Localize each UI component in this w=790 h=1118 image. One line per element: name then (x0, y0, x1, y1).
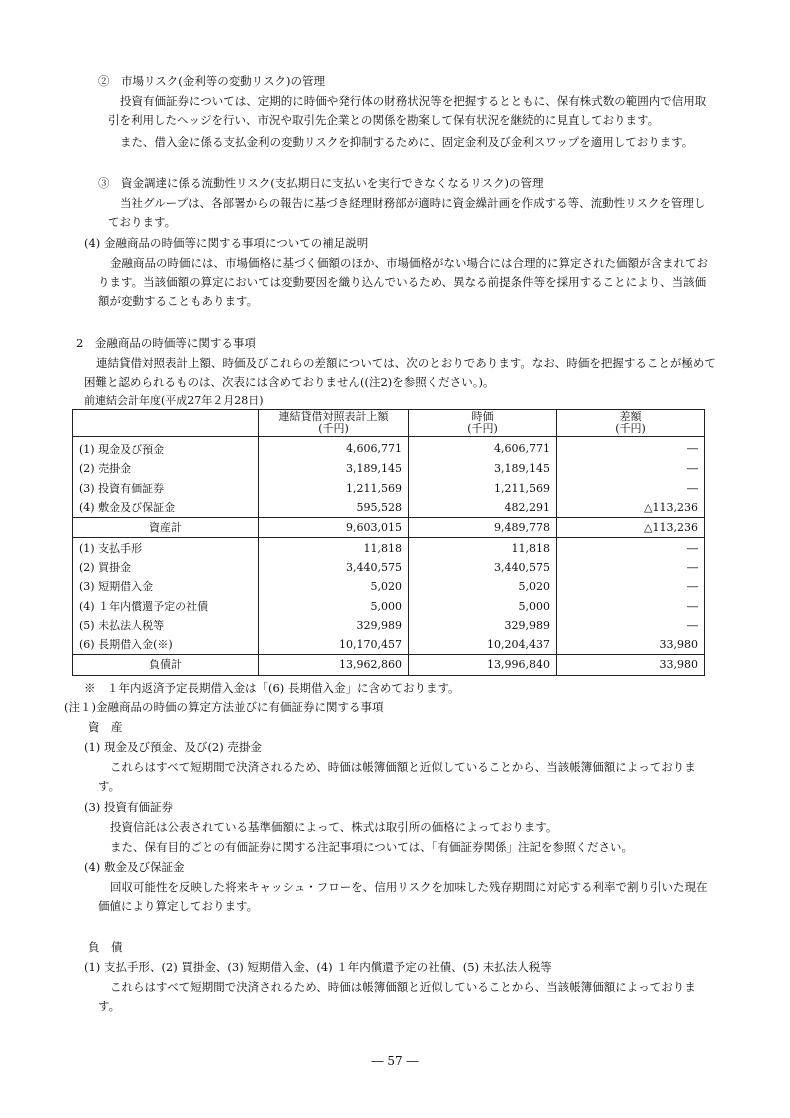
assets-3-paragraph-1: 投資信託は公表されている基準価額によって、株式は取引所の価格によっております。 (110, 820, 558, 834)
table-row: (4) 敷金及び保証金 595,528 482,291 △113,236 (73, 498, 705, 518)
liabilities-heading: 負 債 (88, 940, 123, 954)
liabilities-total-row: 負債計 13,962,860 13,996,840 33,980 (73, 655, 705, 675)
section-4-paragraph: 金融商品の時価には、市場価格に基づく価額のほか、市場価格がない場合には合理的に算定された価額が含まれております。当該価額の算定においては変動要因を織り込んでいるため、異なる前提条件等を採用することにより、当該価額が変動することもあります。 (98, 256, 708, 308)
note-star: ※ １年内返済予定長期借入金は「(6) 長期借入金」に含めております。 (84, 681, 460, 695)
fair-value-table (72, 409, 705, 676)
table-header-fair-value: 時価 (千円) (409, 410, 557, 437)
table-row: (3) 投資有価証券 1,211,569 1,211,569 ― (73, 479, 705, 498)
section-2-paragraph-1: 投資有価証券については、定期的に時価や発行体の財務状況等を把握するとともに、保有株式数の範囲内で信用取引を利用したヘッジを行い、市況や取引先企業との関係を勘案して保有状況を継続的に見直しております。 (108, 94, 707, 127)
table-row: (1) 支払手形 11,818 11,818 ― (73, 538, 705, 558)
assets-total-row: 資産計 9,603,015 9,489,778 △113,236 (73, 518, 705, 538)
section-4-title: (4) 金融商品の時価等に関する事項についての補足説明 (84, 236, 369, 250)
table-header-blank (73, 410, 259, 437)
table-header-difference: 差額 (千円) (557, 410, 705, 437)
assets-1-2-title: (1) 現金及び預金、及び(2) 売掛金 (84, 740, 262, 754)
page-number: ― 57 ― (371, 1054, 419, 1068)
assets-heading: 資 産 (88, 720, 123, 734)
table-row: (3) 短期借入金 5,020 5,020 ― (73, 577, 705, 596)
note-1-title: (注１)金融商品の時価の算定方法並びに有価証券に関する事項 (64, 700, 384, 714)
liabilities-title: (1) 支払手形、(2) 買掛金、(3) 短期借入金、(4) １年内償還予定の社債、(5) 未払法人税等 (84, 960, 552, 974)
assets-4-title: (4) 敷金及び保証金 (84, 860, 185, 874)
section-2-heading: 2 金融商品の時価等に関する事項 (76, 336, 256, 350)
table-row: (6) 長期借入金(※) 10,170,457 10,204,437 33,980 (73, 635, 705, 655)
table-caption: 前連結会計年度(平成27年２月28日) (84, 394, 264, 407)
table-row: (1) 現金及び預金 4,606,771 4,606,771 ― (73, 437, 705, 460)
assets-3-paragraph-2: また、保有目的ごとの有価証券に関する注記事項については、「有価証券関係」注記を参照ください。 (110, 840, 634, 854)
section-2-title: ② 市場リスク(金利等の変動リスク)の管理 (98, 74, 326, 88)
section-2-intro: 連結貸借対照表計上額、時価及びこれらの差額については、次のとおりであります。なお、時価を把握することが極めて困難と認められるものは、次表には含めておりません((注2)を参照ください。)。 (84, 356, 716, 389)
assets-4-paragraph: 回収可能性を反映した将来キャッシュ・フローを、信用リスクを加味した残存期間に対応する利率で割り引いた現在価値により算定しております。 (98, 880, 708, 913)
table-header-book-value: 連結貸借対照表計上額 (千円) (259, 410, 409, 437)
section-3-title: ③ 資金調達に係る流動性リスク(支払期日に支払いを実行できなくなるリスク)の管理 (98, 176, 544, 190)
section-3-paragraph: 当社グループは、各部署からの報告に基づき経理財務部が適時に資金繰計画を作成する等、流動性リスクを管理しております。 (108, 196, 706, 229)
assets-1-2-paragraph: これらはすべて短期間で決済されるため、時価は帳簿価額と近似していることから、当該帳簿価額によっております。 (98, 760, 696, 793)
section-2-paragraph-2: また、借入金に係る支払金利の変動リスクを抑制するために、固定金利及び金利スワップを適用しております。 (120, 135, 694, 149)
table-row: (5) 未払法人税等 329,989 329,989 ― (73, 616, 705, 635)
table-header-row (73, 410, 705, 437)
table-row: (4) １年内償還予定の社債 5,000 5,000 ― (73, 596, 705, 615)
table-row: (2) 売掛金 3,189,145 3,189,145 ― (73, 459, 705, 478)
liabilities-paragraph: これらはすべて短期間で決済されるため、時価は帳簿価額と近似していることから、当該帳簿価額によっております。 (98, 980, 696, 1013)
table-row: (2) 買掛金 3,440,575 3,440,575 ― (73, 558, 705, 577)
assets-3-title: (3) 投資有価証券 (84, 800, 173, 814)
